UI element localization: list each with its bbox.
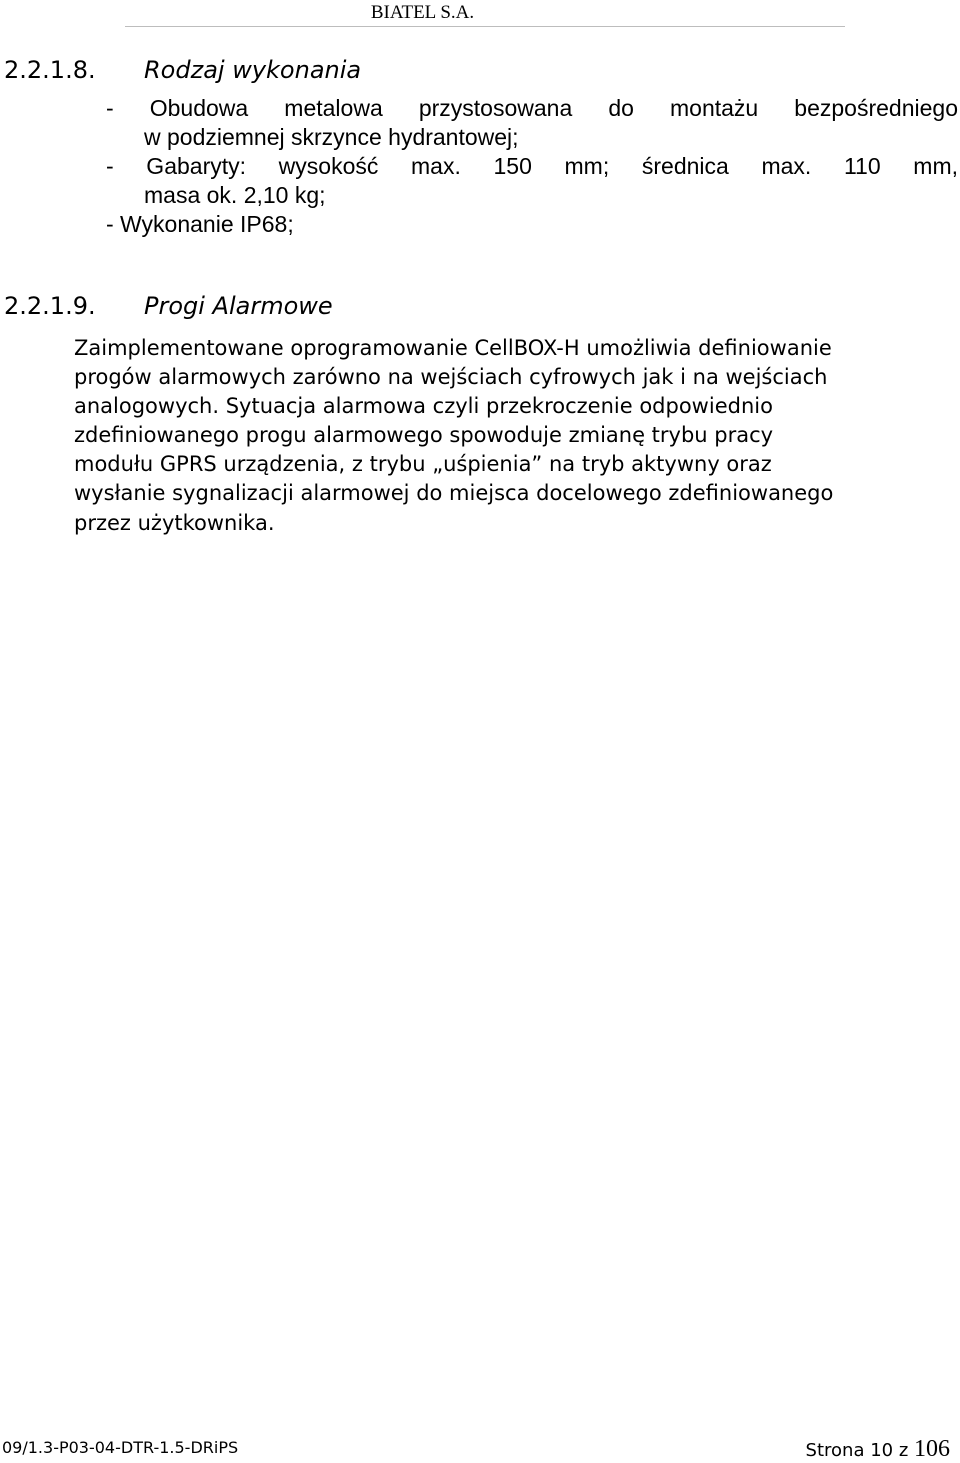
text-line: - Obudowa metalowa przystosowana do montażu bezpośredniego [106,95,958,121]
company-name: BIATEL S.A. [370,2,475,23]
text-line: zdefiniowanego progu alarmowego spowoduje zmianę trybu pracy [74,423,774,448]
page-label: Strona 10 z [805,1440,914,1461]
text-line: progów alarmowych zarówno na wejściach cyfrowych jak i na wejściach [74,365,828,390]
text-line: masa ok. 2,10 kg; [144,182,326,208]
text-line: przez użytkownika. [74,510,275,535]
text-line: analogowych. Sytuacja alarmowa czyli przekroczenie odpowiednio [74,394,773,419]
section-8-body [106,94,958,239]
page-header [0,0,845,24]
section-heading-rodzaj-wykonania [4,56,361,84]
text-line: w podziemnej skrzynce hydrantowej; [144,124,519,150]
header-rule [125,26,845,27]
section-heading-progi-alarmowe [4,292,333,320]
section-9-body [74,334,936,538]
page-number [806,1436,950,1463]
section-number: 2.2.1.8. [4,56,96,84]
text-line: modułu GPRS urządzenia, z trybu „uśpienia” na tryb aktywny oraz [74,452,772,477]
text-line: - Wykonanie IP68; [106,211,294,237]
section-title: Rodzaj wykonania [144,56,362,84]
document-code: 09/1.3-P03-04-DTR-1.5-DRiPS [2,1438,239,1457]
text-line: Zaimplementowane oprogramowanie CellBOX-H umożliwia definiowanie [74,336,832,360]
page-total: 106 [914,1436,950,1462]
text-line: wysłanie sygnalizacji alarmowej do miejsca docelowego zdefiniowanego [74,481,834,506]
text-line: - Gabaryty: wysokość max. 150 mm; średnica max. 110 mm, [106,153,958,179]
section-number: 2.2.1.9. [4,292,96,320]
section-title: Progi Alarmowe [144,292,333,320]
